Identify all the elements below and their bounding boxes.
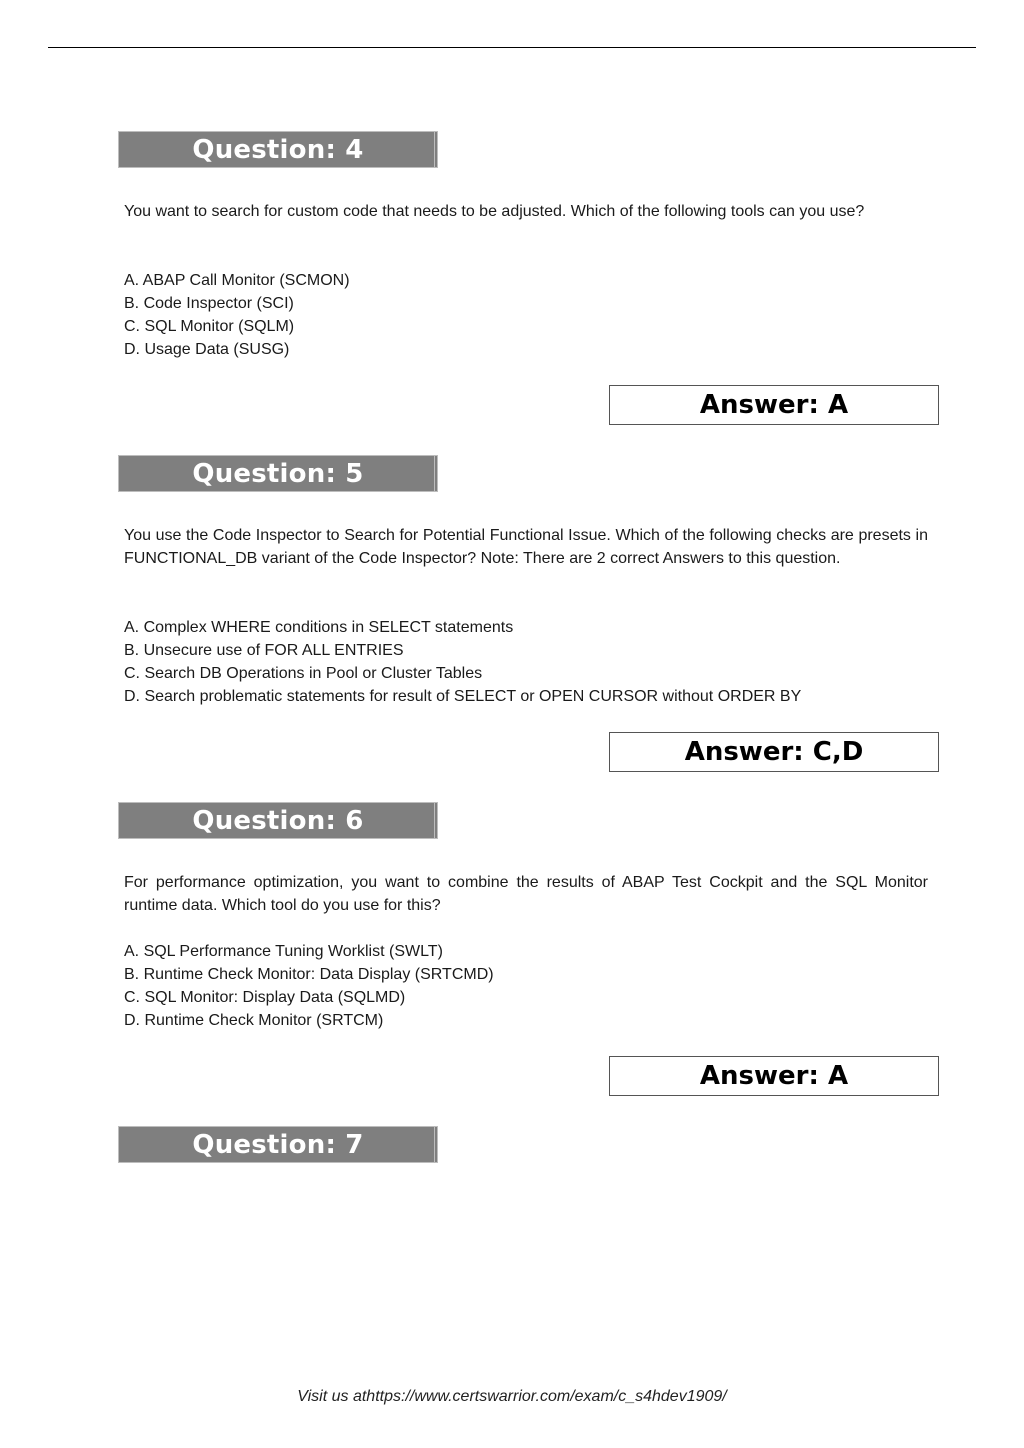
option-b: B. Unsecure use of FOR ALL ENTRIES	[124, 642, 404, 659]
question-5-text: You use the Code Inspector to Search for Potential Functional Issue. Which of the following checks are presets in FUNCTIONAL_DB variant of the Code Inspector? Note: There are 2 correct Answers to this question.	[124, 527, 928, 567]
question-5-header: Question: 5	[118, 455, 438, 492]
option-b: B. Runtime Check Monitor: Data Display (SRTCMD)	[124, 966, 494, 983]
question-5-answer: Answer: C,D	[609, 732, 939, 772]
option-d: D. Usage Data (SUSG)	[124, 341, 290, 358]
option-c: C. Search DB Operations in Pool or Cluster Tables	[124, 665, 483, 682]
top-divider	[48, 47, 976, 48]
question-6-text: For performance optimization, you want to combine the results of ABAP Test Cockpit and the SQL Monitor runtime data. Which tool do you use for this?	[124, 874, 928, 914]
question-4-options	[124, 269, 928, 361]
question-6-options	[124, 940, 928, 1032]
option-d: D. Search problematic statements for result of SELECT or OPEN CURSOR without ORDER BY	[124, 688, 802, 705]
option-b: B. Code Inspector (SCI)	[124, 295, 294, 312]
question-7-header: Question: 7	[118, 1126, 438, 1163]
option-a: A. SQL Performance Tuning Worklist (SWLT)	[124, 943, 443, 960]
question-6-answer: Answer: A	[609, 1056, 939, 1096]
question-5-options	[124, 616, 928, 708]
question-4-answer: Answer: A	[609, 385, 939, 425]
footer-link-text: Visit us athttps://www.certswarrior.com/exam/c_s4hdev1909/	[297, 1388, 727, 1405]
question-4-text: You want to search for custom code that needs to be adjusted. Which of the following tools can you use?	[124, 203, 865, 220]
option-c: C. SQL Monitor (SQLM)	[124, 318, 295, 335]
option-a: A. ABAP Call Monitor (SCMON)	[124, 272, 350, 289]
option-c: C. SQL Monitor: Display Data (SQLMD)	[124, 989, 406, 1006]
question-4-header: Question: 4	[118, 131, 438, 168]
question-6-header: Question: 6	[118, 802, 438, 839]
option-d: D. Runtime Check Monitor (SRTCM)	[124, 1012, 384, 1029]
option-a: A. Complex WHERE conditions in SELECT statements	[124, 619, 514, 636]
